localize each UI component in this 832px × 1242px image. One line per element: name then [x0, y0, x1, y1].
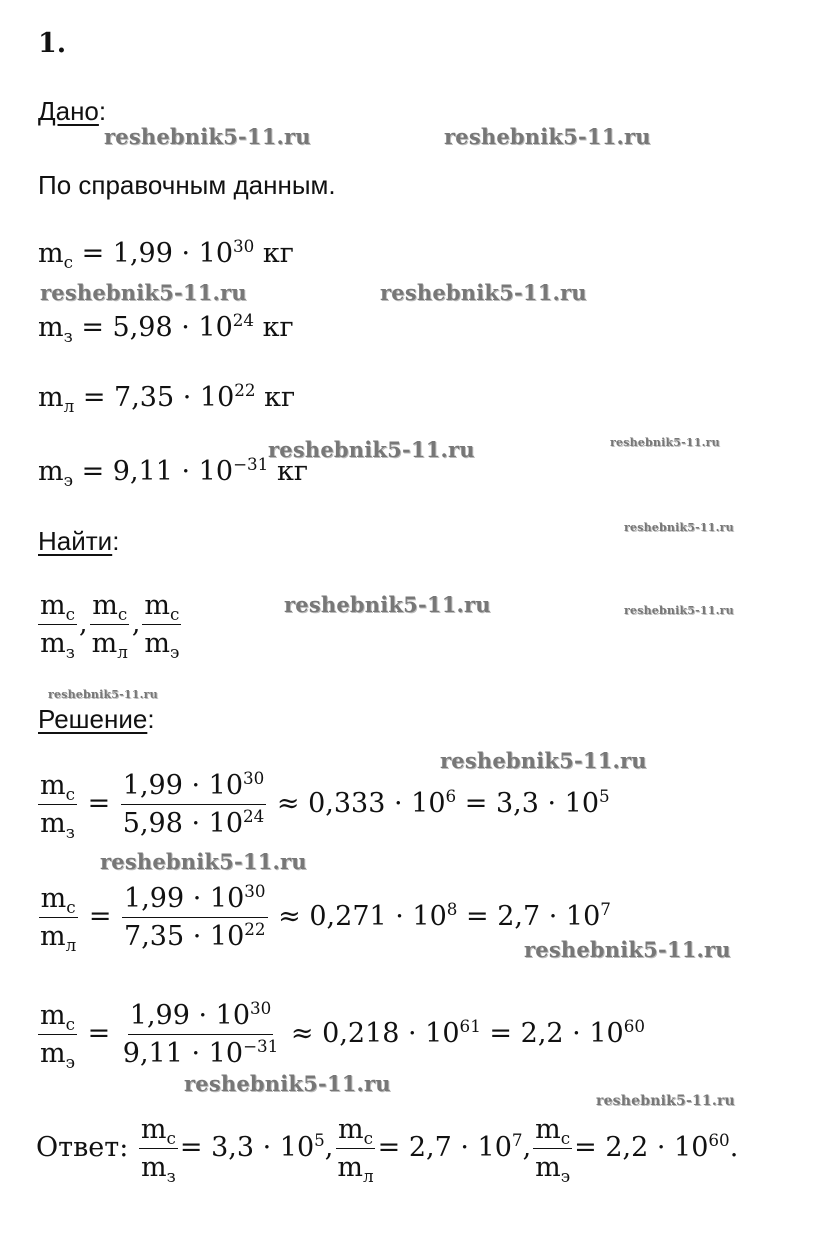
watermark: reshebnik5-11.ru [380, 280, 587, 305]
given-mass-electron: $m_э = 9,11 \cdot 10^{-31}$ кг [38, 453, 308, 490]
given-mass-moon: $m_л = 7,35 \cdot 10^{22}$ кг [38, 379, 296, 416]
watermark: reshebnik5-11.ru [100, 849, 307, 874]
given-heading: Дано: [38, 96, 107, 126]
solution-row-moon: $\frac{m_c}{m_л}$ = $\frac{1,99 \cdot 10^{30}}{7,35 \cdot 10^{22}}$ ≈ $0,271 \cdot 10^8 = 2,7 \cdot 10^7$ [40, 880, 611, 955]
solution-row-earth: $\frac{m_c}{m_з}$ = $\frac{1,99 \cdot 10^{30}}{5,98 \cdot 10^{24}}$ ≈ $0,333 \cdot 10^6 = 3,3 \cdot 10^5$ [40, 767, 610, 842]
watermark: reshebnik5-11.ru [624, 521, 734, 534]
watermark: reshebnik5-11.ru [610, 436, 720, 449]
given-mass-sun: $m_с = 1,99 \cdot 10^{30}$ кг [38, 235, 294, 272]
answer-line: Ответ: $\frac{m_c}{m_з}$ = $3,3 \cdot 10^5$, $\frac{m_c}{m_л}$ = $2,7 \cdot 10^7$, $\frac{m_c}{m_э}$ = $2,2 \cdot 10^{60}$. [36, 1114, 739, 1186]
watermark: reshebnik5-11.ru [624, 604, 734, 617]
watermark: reshebnik5-11.ru [268, 437, 475, 462]
watermark: reshebnik5-11.ru [596, 1093, 735, 1109]
find-heading: Найти: [38, 526, 120, 556]
watermark: reshebnik5-11.ru [524, 937, 731, 962]
watermark: reshebnik5-11.ru [40, 280, 247, 305]
solution-row-electron: $\frac{m_c}{m_э}$ = $\frac{1,99 \cdot 10^{30}}{9,11 \cdot 10^{-31}}$ ≈ $0,218 \cdot 10^{61} = 2,2 \cdot 10^{60}$ [40, 997, 645, 1072]
solution-heading: Решение: [38, 704, 155, 734]
watermark: reshebnik5-11.ru [444, 124, 651, 149]
watermark: reshebnik5-11.ru [284, 592, 491, 617]
problem-number: 1. [38, 28, 67, 59]
find-ratios: $\frac{m_c}{m_з}$ , $\frac{m_c}{m_л}$ , $\frac{m_c}{m_э}$ [40, 590, 180, 662]
watermark: reshebnik5-11.ru [104, 124, 311, 149]
watermark: reshebnik5-11.ru [184, 1071, 391, 1096]
watermark: reshebnik5-11.ru [440, 748, 647, 773]
reference-text: По справочным данным. [38, 170, 336, 200]
watermark: reshebnik5-11.ru [48, 688, 158, 701]
given-mass-earth: $m_з = 5,98 \cdot 10^{24}$ кг [38, 309, 294, 346]
